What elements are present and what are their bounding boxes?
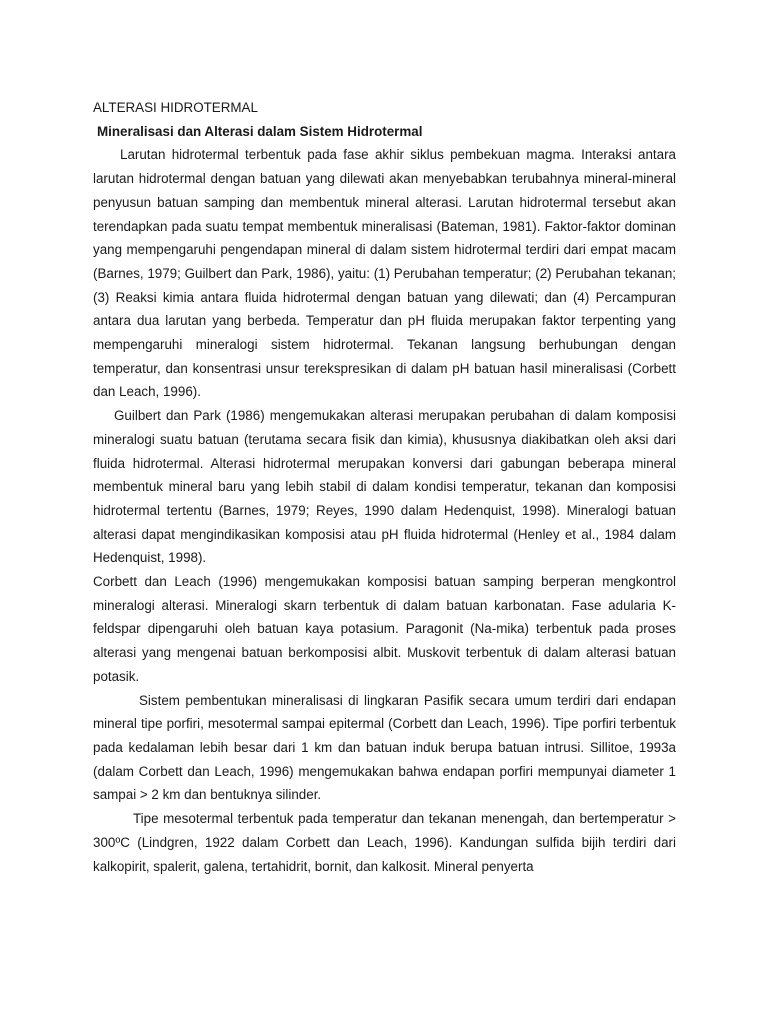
section-heading: Mineralisasi dan Alterasi dalam Sistem Hidrotermal [97,123,423,139]
paragraph-mineralization-system: Sistem pembentukan mineralisasi di lingkaran Pasifik secara umum terdiri dari endapan mineral tipe porfiri, mesotermal sampai epitermal (Corbett dan Leach, 1996). Tipe porfiri terbentuk pada kedalaman lebih besar dari 1 km dan batuan induk berupa batuan intrusi. Sillitoe, 1993a (dalam Corbett dan Leach, 1996) mengemukakan bahwa endapan porfiri mempunyai diameter 1 sampai > 2 km dan bentuknya silinder. [93,692,676,803]
document-page [93,96,676,878]
paragraph-alteration-definition: Guilbert dan Park (1986) mengemukakan alterasi merupakan perubahan di dalam komposisi mineralogi suatu batuan (terutama secara fisik dan kimia), khususnya diakibatkan oleh aksi dari fluida hidrotermal. Alterasi hidrotermal merupakan konversi dari gabungan beberapa mineral membentuk mineral baru yang lebih stabil di dalam kondisi temperatur, tekanan dan komposisi hidrotermal tertentu (Barnes, 1979; Reyes, 1990 dalam Hedenquist, 1998). Mineralogi batuan alterasi dapat mengindikasikan komposisi atau pH fluida hidrotermal (Henley et al., 1984 dalam Hedenquist, 1998). [93,408,676,566]
paragraph-mesothermal-type: Tipe mesotermal terbentuk pada temperatur dan tekanan menengah, dan bertemperatur > 300ºC (Lindgren, 1922 dalam Corbett dan Leach, 1996). Kandungan sulfida bijih terdiri dari kalkopirit, spalerit, galena, tertahidrit, bornit, dan kalkosit. Mineral penyerta [93,811,676,874]
document-title: ALTERASI HIDROTERMAL [93,100,258,115]
paragraph-hydrothermal-solution: Larutan hidrotermal terbentuk pada fase akhir siklus pembekuan magma. Interaksi antara larutan hidrotermal dengan batuan yang dilewati akan menyebabkan terubahnya mineral-mineral penyusun batuan samping dan membentuk mineral alterasi. Larutan hidrotermal tersebut akan terendapkan pada suatu tempat membentuk mineralisasi (Bateman, 1981). Faktor-faktor dominan yang mempengaruhi pengendapan mineral di dalam sistem hidrotermal terdiri dari empat macam (Barnes, 1979; Guilbert dan Park, 1986), yaitu: (1) Perubahan temperatur; (2) Perubahan tekanan; (3) Reaksi kimia antara fluida hidrotermal dengan batuan yang dilewati; dan (4) Percampuran antara dua larutan yang berbeda. Temperatur dan pH fluida merupakan faktor terpenting yang mempengaruhi mineralogi sistem hidrotermal. Tekanan langsung berhubungan dengan temperatur, dan konsentrasi unsur terekspresikan di dalam pH batuan hasil mineralisasi (Corbett dan Leach, 1996). [93,147,676,400]
paragraph-wall-rock-composition: Corbett dan Leach (1996) mengemukakan komposisi batuan samping berperan mengkontrol mineralogi alterasi. Mineralogi skarn terbentuk di dalam batuan karbonatan. Fase adularia K-feldspar dipengaruhi oleh batuan kaya potasium. Paragonit (Na-mika) terbentuk pada proses alterasi yang mengenai batuan berkomposisi albit. Muskovit terbentuk di dalam alterasi batuan potasik. [93,574,676,684]
